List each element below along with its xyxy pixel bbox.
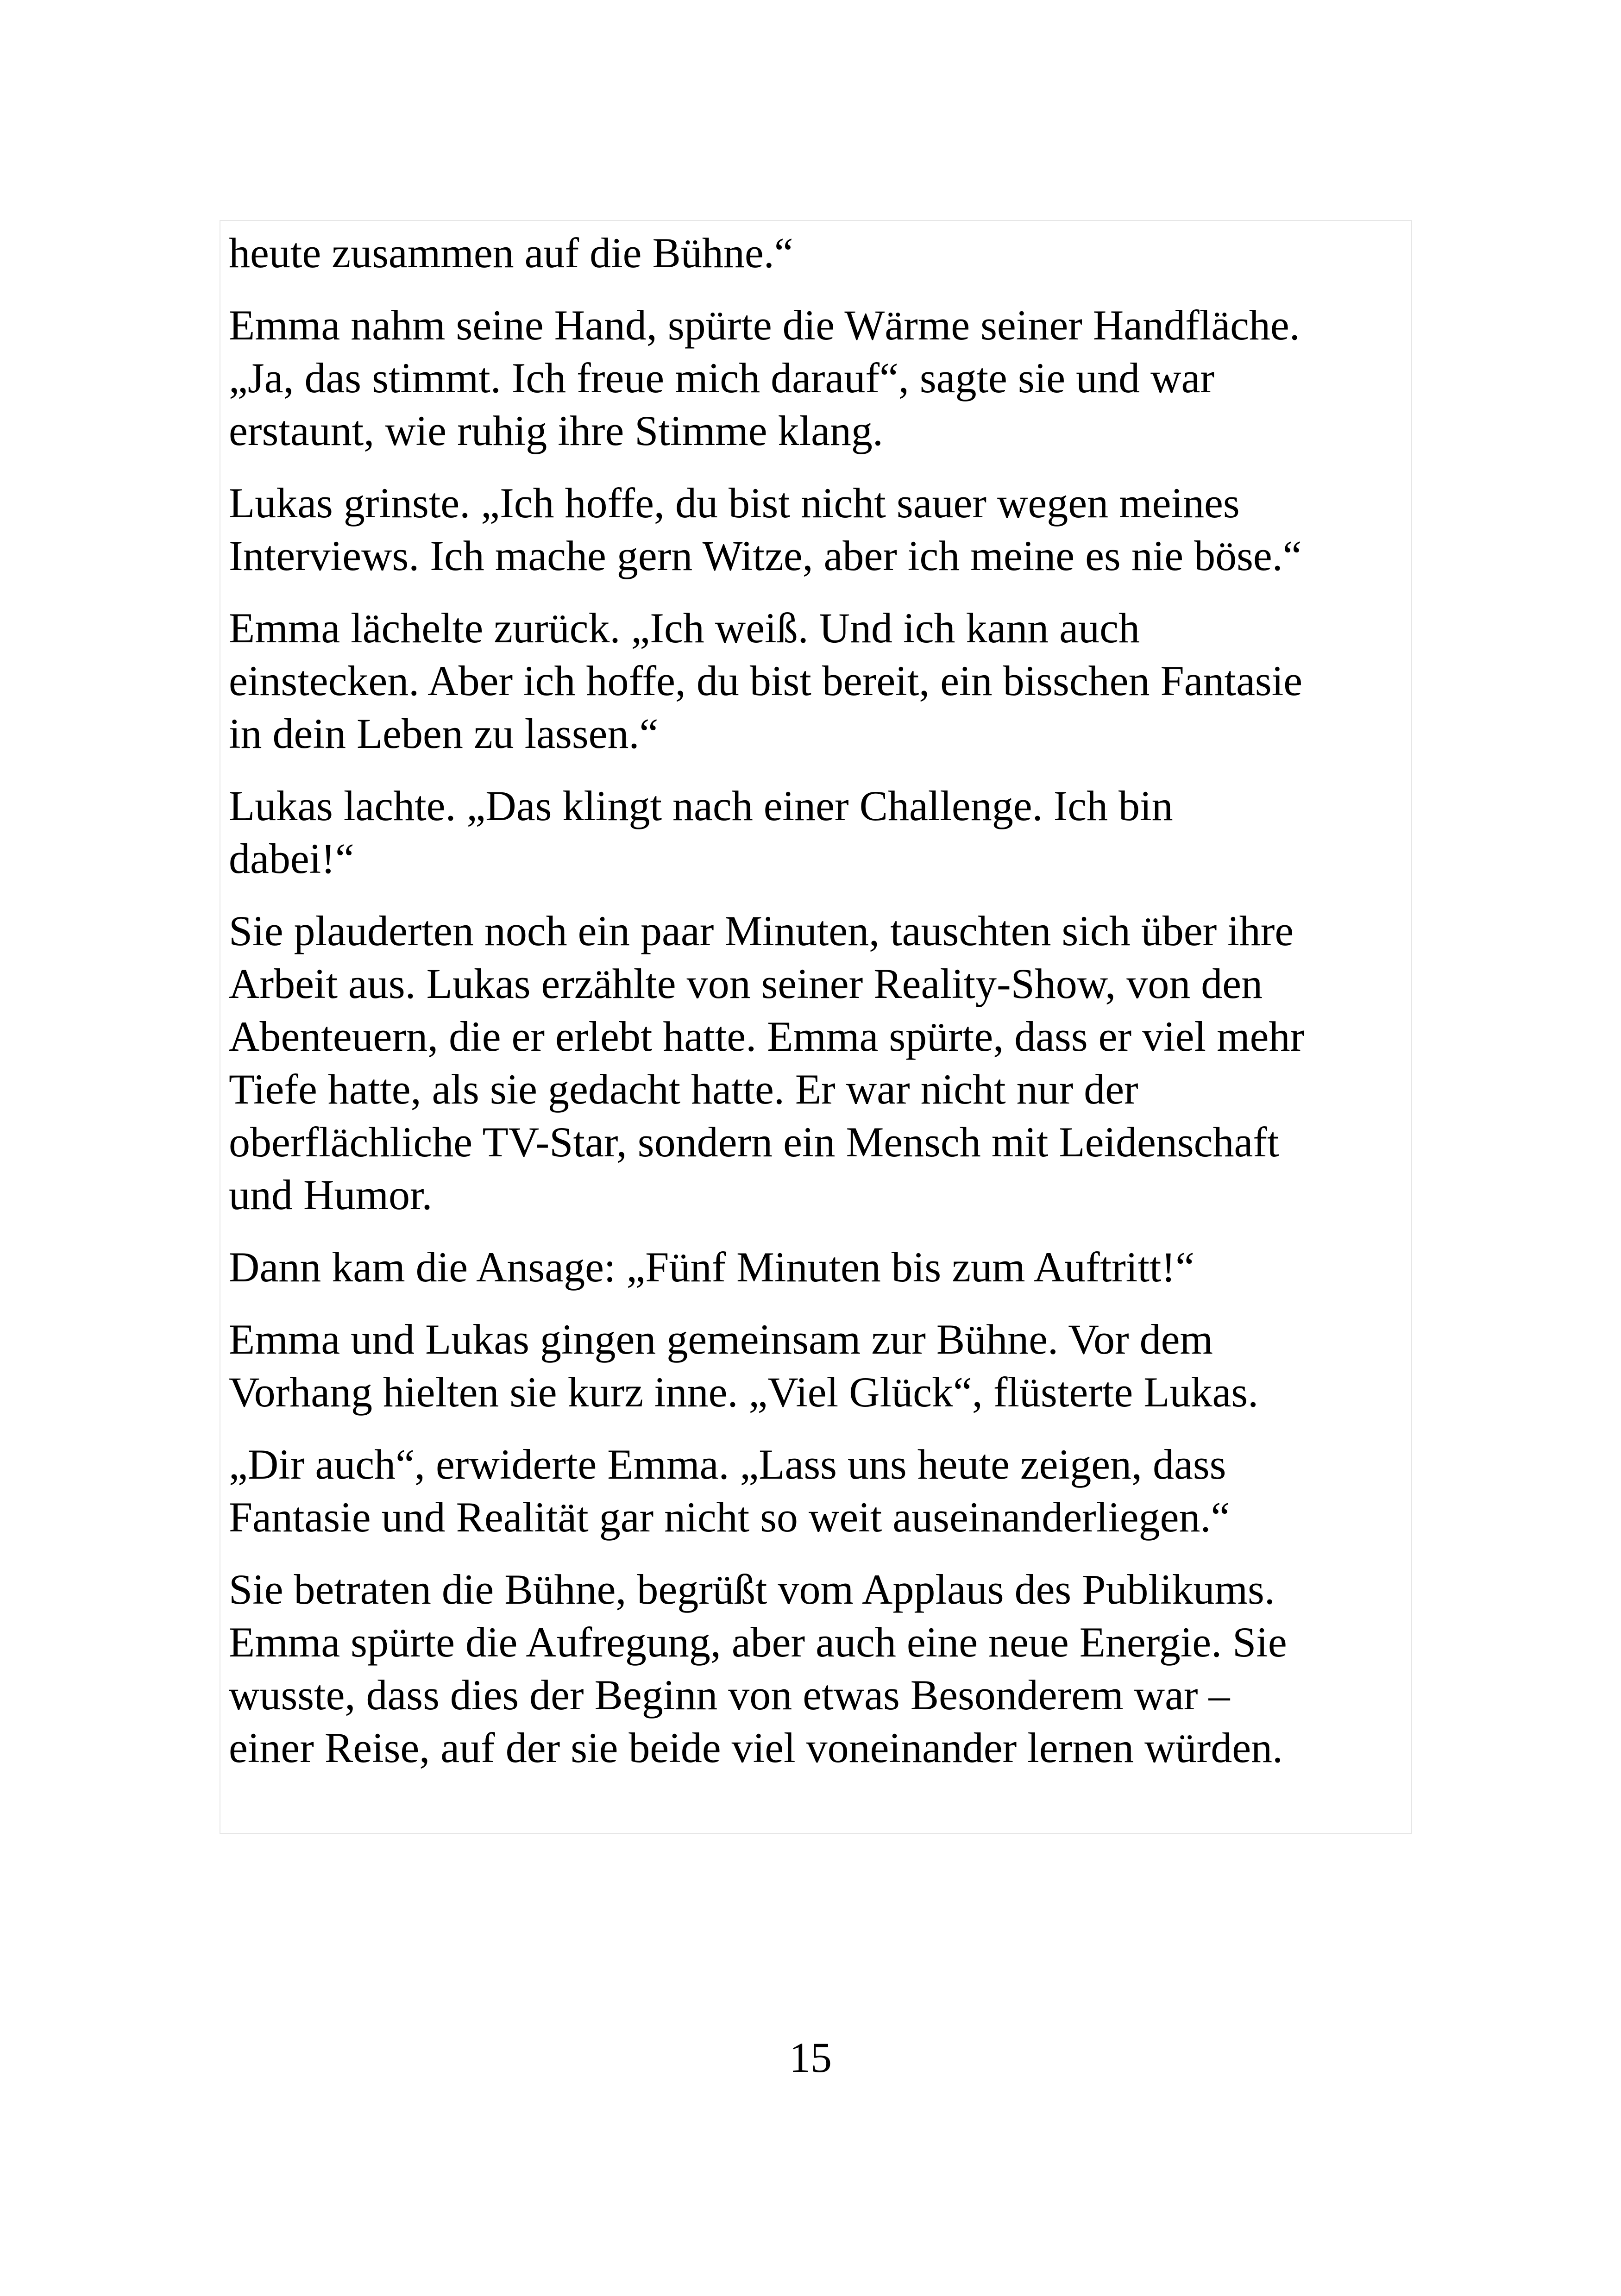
paragraph-10: Sie betraten die Bühne, begrüßt vom Applaus des Publikums. Emma spürte die Aufregung, aber auch eine neue Energie. Sie wusste, dass dies der Beginn von etwas Besonderem war – einer Reise, auf der sie beide viel voneinander lernen würden. (229, 1566, 1287, 1771)
text-frame (220, 220, 1412, 1834)
paragraph-2: Emma nahm seine Hand, spürte die Wärme seiner Handfläche. „Ja, das stimmt. Ich freue mich darauf“, sagte sie und war erstaunt, wie ruhig ihre Stimme klang. (229, 301, 1300, 454)
paragraph-7: Dann kam die Ansage: „Fünf Minuten bis zum Auftritt!“ (229, 1243, 1194, 1291)
paragraph-3: Lukas grinste. „Ich hoffe, du bist nicht sauer wegen meines Interviews. Ich mache gern Witze, aber ich meine es nie böse.“ (229, 479, 1302, 579)
paragraph-1: heute zusammen auf die Bühne.“ (229, 229, 793, 276)
paragraph-4: Emma lächelte zurück. „Ich weiß. Und ich kann auch einstecken. Aber ich hoffe, du bist bereit, ein bisschen Fantasie in dein Leben zu lassen.“ (229, 604, 1303, 757)
paragraph-6: Sie plauderten noch ein paar Minuten, tauschten sich über ihre Arbeit aus. Lukas erzählte von seiner Reality-Show, von den Abenteuern, die er erlebt hatte. Emma spürte, dass er viel mehr Tiefe hatte, als sie gedacht hatte. Er war nicht nur der oberflächliche TV-Star, sondern ein Mensch mit Leidenschaft und Humor. (229, 907, 1305, 1218)
paragraph-8: Emma und Lukas gingen gemeinsam zur Bühne. Vor dem Vorhang hielten sie kurz inne. „Viel Glück“, flüsterte Lukas. (229, 1316, 1259, 1416)
paragraph-5: Lukas lachte. „Das klingt nach einer Challenge. Ich bin dabei!“ (229, 782, 1173, 882)
paragraph-9: „Dir auch“, erwiderte Emma. „Lass uns heute zeigen, dass Fantasie und Realität gar nicht so weit auseinanderliegen.“ (229, 1441, 1230, 1541)
page-number: 15 (789, 2034, 832, 2081)
